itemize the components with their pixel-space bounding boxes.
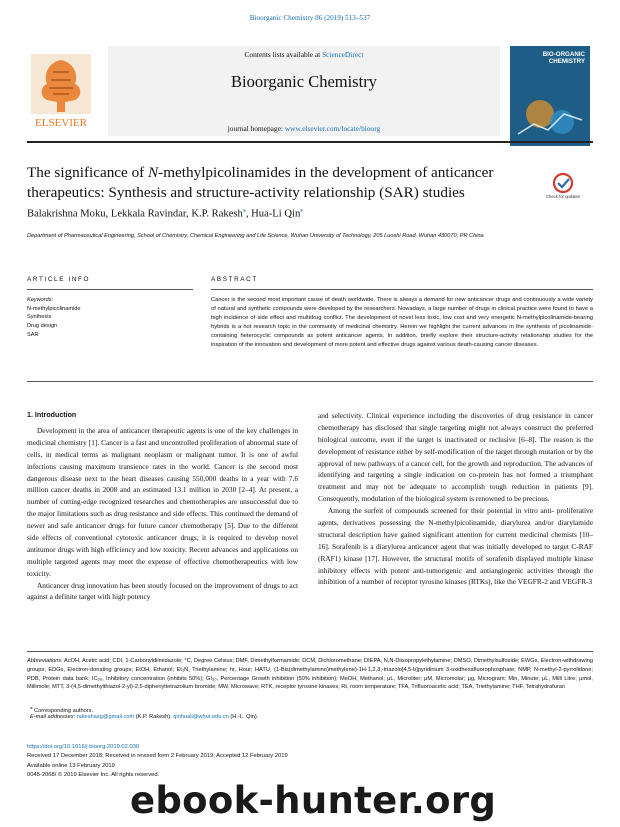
header-rule (27, 141, 593, 143)
corresponding-mark: ⁎ (242, 208, 246, 214)
article-history (27, 743, 288, 780)
article-title (27, 163, 527, 203)
paragraph: Development in the area of anticancer therapeutic agents is one of the key challenges in medicinal chemistry [1]. Cancer is a fast and uncontrolled proliferation of abnormal state of cells, in medical terms as malignant neoplasm or malignant tumor. It is one of awful infections causing maximum transience rates in the world. Cancer is the second most dangerous disease next to the heart diseases causing 550,000 deaths in a year with 7.6 million cancer deaths in 2008 and an estimated 13.1 million in 2030 [2–4]. At present, a number of cutting-edge recognized researches and chemotherapies are unsuccessful due to the major limitations such as drug resistance and side effects. This continued the demand of newer and safe anticancer drugs for future cancer chemotherapy [5]. Due to the different side effects of conventional cytotoxic anticancer drugs, it is required to develop novel antitumor drugs with high efficiency and low toxicity. Recent advances and applications on multiple targeted agents may meet the expense of effective chemotherapeutics with low toxicity. (27, 426, 298, 578)
watermark-text: ebook-hunter.org (130, 779, 497, 822)
footnote-rule (27, 651, 593, 652)
article-info-label: ARTICLE INFO (27, 276, 91, 283)
email-link-rakesh[interactable]: rakeshasg@gmail.com (76, 714, 135, 720)
contents-prefix: Contents lists available at (244, 50, 323, 59)
abstract-end-rule (27, 381, 593, 382)
authors-last: , Hua-Li Qin (245, 208, 301, 220)
abbreviations-text: AcOH, Acetic acid; CDI, 1-Carbonyldiimidazole; °C, Degree Celsius; DMF, Dimethylformamide; DCM, Dichloromethane; DIEPA, N,N-Diisopropylethylamine; DMSO, Dimethylsulfoxide; EWGs, Electron-withdrawing groups; EDGs, Electron-donating groups; EtOH, Ethanol; Et₃N, Triethylamine; hr, Hour; HATU, (1-Bis(dimethylamino)methylene)-1H-1,2,3,-triazolo[4,5-b]pyridinium 3-oxidhexafluorophosphate; NMP, N-methyl-2-pyrrolidone; PDB, Protein data bank; IC₅₀, Inhibitory concentration (inhibits 50%); GI₅₀, Percentage Growth inhibition (50% inhibition); MeOH, Methanol; μL, Microliter; μM, Micromolar; μg, Microgram; Min, Minute; μL, Milli Litre; μmol, Millimole; MTT, 3-(4,5-dimethylthiazol-2-yl)-2,5-diphenyltetrazolium bromide; MW, Microwave; RTK, receptor tyrosine kinases; Rt, room temperature; TFA, Trifluoroacetic acid; TEA, Triethylamine; THF, Tetrahydrafuran (27, 658, 593, 691)
title-part-1: The significance of (27, 164, 149, 181)
keywords-block (27, 296, 80, 339)
abbreviations-heading: Abbreviations: (27, 658, 63, 664)
journal-cover-image (510, 46, 590, 146)
keyword-item: Drug design (27, 322, 58, 329)
title-part-2: -methylpicolinamides in the development of anticancer therapeutics: Synthesis and structure-activity relationship (SAR) studies (27, 164, 494, 202)
body-column-right (318, 410, 593, 588)
keyword-item: Synthesis (27, 314, 52, 321)
homepage-line (108, 124, 500, 133)
keyword-item: N-methylpicolinamide (27, 305, 81, 312)
cover-title: BIO-ORGANIC CHEMISTRY (542, 51, 585, 65)
email-owner-2: (H.-L. Qin). (228, 714, 259, 720)
journal-reference[interactable]: Bioorganic Chemistry 86 (2019) 513–537 (249, 14, 371, 22)
journal-homepage-link[interactable]: www.elsevier.com/locate/bioorg (284, 124, 381, 133)
title-italic-n: N (148, 164, 159, 181)
keyword-item: SAR (27, 331, 39, 338)
authors-text: Balakrishna Moku, Lekkala Ravindar, K.P. Rakesh (27, 208, 243, 220)
corresponding-mark-2: ⁎ (300, 208, 304, 214)
copyright: 0045-2068/ © 2019 Elsevier Inc. All rights reserved. (27, 771, 160, 778)
paragraph: and selectivity. Clinical experience including the discoveries of drug resistance in cancer chemotherapy has disclosed that single targeting might not always construct the preferred biological outcome, even if the target is inactivated or reclusive [6–8]. The reason is the development of resistance either by self-modification of the target through mutation or by the approval of new pathways of a cancer cell, for the growth and reproduction. The advances of identifying and targeting a single indication on co-protein has not formed a triumphant treatment and may not be adequate to accomplish tough reduction in patients [9]. Consequently, modulation of the biological system is renowned to be precious. (318, 411, 593, 504)
abstract-rule (211, 289, 593, 290)
body-column-left (27, 425, 298, 603)
paragraph: Among the surfeit of compounds screened for their potential in vitro anti- proliferative agents, derivatives possessing the N-methylpicolinamide, diarylurea and/or diarylamide structural description have gained significant attention for current medicinal chemists [10–16]. Sorafenib is a diarylurea anticancer agent that was initially developed to target C-RAF (RAF1) kinase [17]. However, the structural motifs of sorafenib displayed multiple kinase inhibitory effects with potent anti-tumorigenic and antiangiogenic activities through the inhibition of a number of receptor tyrosine kinases (RTKs), like the VEGFR-2 and VEGFR-3 (318, 506, 593, 587)
abstract-label: ABSTRACT (211, 276, 258, 283)
article-info-rule (27, 289, 193, 290)
section-heading-introduction: 1. Introduction (27, 411, 77, 419)
email-heading: E-mail addresses: (30, 714, 77, 720)
keywords-heading: Keywords: (27, 297, 54, 303)
available-online: Available online 13 February 2019 (27, 762, 115, 769)
homepage-prefix: journal homepage: (227, 124, 285, 133)
sciencedirect-link[interactable]: ScienceDirect (322, 50, 364, 59)
corresponding-note: ⁎ Corresponding authors. (30, 705, 94, 714)
author-list (27, 207, 303, 220)
journal-title: Bioorganic Chemistry (231, 72, 377, 91)
corresponding-text: Corresponding authors. (34, 707, 94, 714)
doi-link[interactable]: https://doi.org/10.1016/j.bioorg.2019.02.030 (27, 744, 140, 750)
email-owner-1: (K.P. Rakesh), (134, 714, 174, 720)
paragraph: Anticancer drug innovation has been stoutly focused on the improvement of drugs to act against a definite target with high potency (27, 580, 298, 602)
contents-line (108, 50, 500, 59)
affiliation: Department of Pharmaceutical Engineering, School of Chemistry, Chemical Engineering and Life Science, Wuhan University of Technology, 205 Luoshi Road, Wuhan 430070, PR China (27, 233, 484, 239)
abstract-text: Cancer is the second most important cause of death worldwide. There is always a demand for new anticancer drugs and continuously a wide variety of natural and synthetic compounds were developed by the researchers. Nowadays, a large number of drugs in clinical practice were found to have a high incidence of side effect and multidrug conflict. The development of novel less toxic, low cost and very energetic N-methylpicolinamide-bearing hybrids is a hot research topic in the community of medicinal chemistry. Herein we highlight the current advances in the synthesis of picolinamide-containing heterocyclic compounds as potent anticancer agents. In addition, briefly explore their structure-activity relationship studies for the inspiration of the innovation and development of more potent and effective drugs against various death-causing cancer diseases. (211, 297, 593, 348)
check-for-updates-badge[interactable] (546, 172, 580, 204)
email-line (30, 714, 258, 720)
email-link-qin[interactable]: qinhuali@whut.edu.cn (173, 714, 229, 720)
elsevier-logo (27, 52, 95, 132)
received-dates: Received 17 December 2018; Received in revised form 2 February 2019; Accepted 12 February 2019 (27, 753, 288, 760)
elsevier-wordmark: ELSEVIER (35, 117, 87, 129)
abbreviations-footnote (27, 657, 593, 692)
check-badge-label: Check for updates (546, 194, 580, 199)
